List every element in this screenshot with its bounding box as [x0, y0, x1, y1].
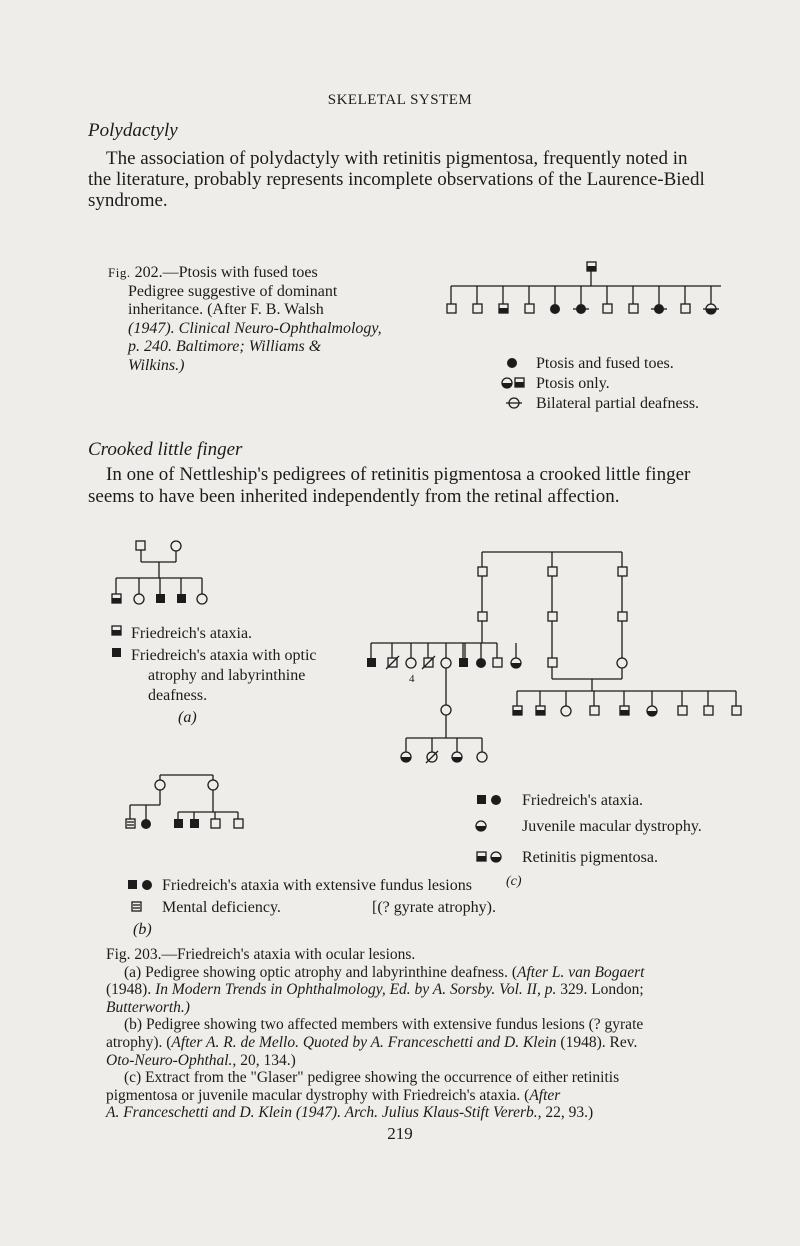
body-line: In one of Nettleship's pedigrees of retinitis pigmentosa a crooked little finger — [106, 464, 691, 485]
legend-a-optic-2: atrophy and labyrinthine — [148, 667, 306, 684]
legend-ptosis-only: Ptosis only. — [536, 375, 610, 392]
label-a: (a) — [178, 709, 197, 726]
caption-a-1: (a) Pedigree showing optic atrophy and labyrinthine deafness. (After L. van Bogaert — [124, 963, 645, 981]
caption-c-2: pigmentosa or juvenile macular dystrophy with Friedreich's ataxia. (After — [106, 1086, 561, 1104]
caption-a-3: Butterworth.) — [106, 998, 190, 1016]
pedigree-a-legend-symbols — [112, 626, 121, 657]
label-c: (c) — [506, 874, 522, 889]
legend-deafness: Bilateral partial deafness. — [536, 395, 700, 412]
pedigree-c — [367, 552, 741, 763]
pedigree-a — [112, 541, 207, 604]
legend-c-friedreich: Friedreich's ataxia. — [522, 792, 644, 809]
fig203-caption — [106, 946, 766, 1122]
caption-c-1: (c) Extract from the "Glaser" pedigree showing the occurrence of either retinitis — [124, 1069, 620, 1087]
legend-a-optic: Friedreich's ataxia with optic — [131, 647, 317, 664]
pedigree-b-legend-symbols — [128, 880, 152, 911]
legend-a-friedreich: Friedreich's ataxia. — [131, 625, 253, 642]
caption-line: 202.—Ptosis with fused toes — [134, 264, 318, 281]
label-b: (b) — [133, 921, 152, 938]
body-line: seems to have been inherited independently from the retinal affection. — [88, 486, 620, 507]
caption-line: Wilkins.) — [128, 356, 185, 374]
body-line: the literature, probably represents incomplete observations of the Laurence-Biedl — [88, 169, 705, 190]
caption-title: Fig. 203.—Friedreich's ataxia with ocular lesions. — [106, 946, 416, 963]
caption-line: inheritance. (After F. B. Walsh — [128, 301, 324, 318]
fig-label: Fig. — [108, 265, 131, 280]
page-number: 219 — [387, 1124, 413, 1143]
generation-number: 4 — [409, 673, 415, 685]
legend-b-gyrate: [(? gyrate atrophy). — [372, 899, 496, 916]
legend-b-mental: Mental deficiency. — [162, 899, 281, 916]
running-head: SKELETAL SYSTEM — [327, 92, 473, 108]
caption-b-1: (b) Pedigree showing two affected members with extensive fundus lesions (? gyrate — [124, 1016, 644, 1034]
caption-a-2: (1948). In Modern Trends in Ophthalmology, Ed. by A. Sorsby. Vol. II, p. 329. London; — [106, 981, 644, 999]
caption-c-3: A. Franceschetti and D. Klein (1947). Arch. Julius Klaus-Stift Vererb., 22, 93.) — [106, 1104, 594, 1122]
caption-b-2: atrophy). (After A. R. de Mello. Quoted by A. Franceschetti and D. Klein (1948). Rev. — [106, 1033, 638, 1051]
caption-b-3: Oto-Neuro-Ophthal., 20, 134.) — [106, 1051, 296, 1069]
caption-line: p. 240. Baltimore; Williams & — [128, 338, 322, 355]
pedigree-b — [126, 775, 243, 829]
legend-a-optic-3: deafness. — [148, 687, 208, 704]
legend-ptosis-fused: Ptosis and fused toes. — [536, 355, 674, 372]
caption-line: (1947). Clinical Neuro-Ophthalmology, — [128, 319, 382, 337]
pedigree-c-legend-symbols — [476, 795, 501, 862]
body-line: syndrome. — [88, 190, 168, 211]
caption-line: Pedigree suggestive of dominant — [128, 282, 338, 300]
legend-b-fundus: Friedreich's ataxia with extensive fundus lesions — [162, 877, 472, 894]
section-heading-polydactyly: Polydactyly — [88, 120, 178, 141]
legend-c-retinitis: Retinitis pigmentosa. — [522, 849, 658, 866]
legend-c-juvenile: Juvenile macular dystrophy. — [522, 818, 702, 835]
body-line: The association of polydactyly with retinitis pigmentosa, frequently noted in — [106, 148, 688, 169]
section-heading-crooked-finger: Crooked little finger — [88, 439, 243, 460]
